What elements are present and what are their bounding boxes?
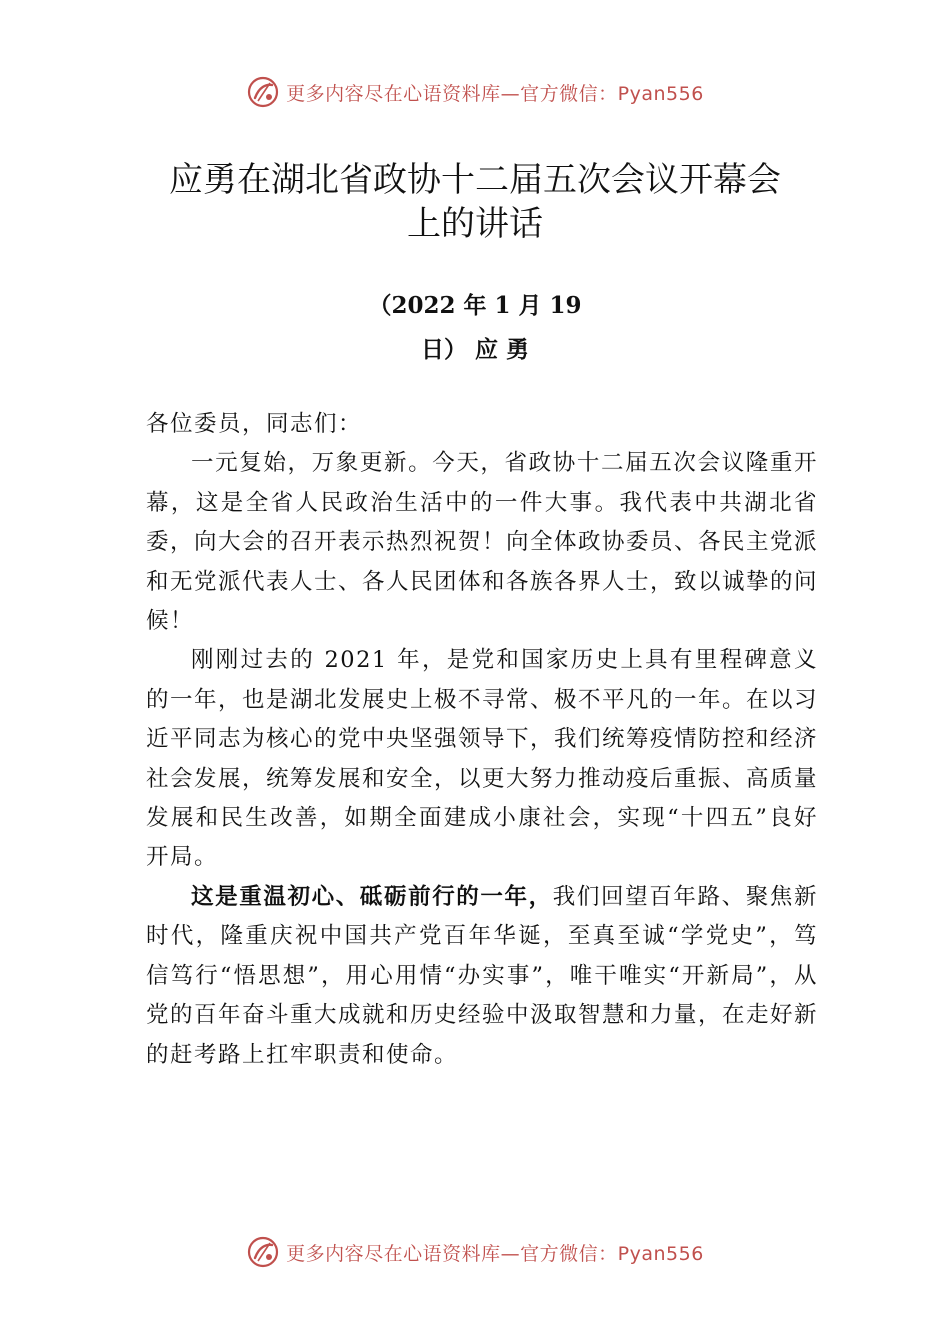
logo-seal-icon (246, 75, 280, 109)
salutation: 各位委员，同志们： (146, 411, 363, 437)
footer-watermark (0, 1232, 950, 1272)
paragraph: 一元复始，万象更新。今天，省政协十二届五次会议隆重开幕，这是全省人民政治生活中的一件大事。我代表中共湖北省委，向大会的召开表示热烈祝贺！向全体政协委员、各民主党派和无党派代表人士、各人民团体和各族各界人士，致以诚挚的问候！ (146, 450, 819, 635)
date-author-line (330, 284, 620, 372)
header-watermark (0, 72, 950, 112)
watermark-text: 更多内容尽在心语资料库—官方微信：Pyan556 (286, 82, 704, 105)
title-line-1: 应勇在湖北省政协十二届五次会议开幕会 (169, 160, 781, 200)
title-line-2: 上的讲话 (407, 204, 543, 244)
date-line-2: 日） 应 勇 (420, 336, 529, 363)
document-title (130, 158, 820, 246)
date-line-1: （2022 年 1 月 19 (368, 292, 582, 319)
paragraph: 刚刚过去的 2021 年，是党和国家历史上具有里程碑意义的一年，也是湖北发展史上极不寻常、极不平凡的一年。在以习近平同志为核心的党中央坚强领导下，我们统筹疫情防控和经济社会发展，统筹发展和安全，以更大努力推动疫后重振、高质量发展和民生改善，如期全面建成小康社会，实现“十四五”良好开局。 (146, 647, 819, 871)
paragraph-lead-bold: 这是重温初心、砥砺前行的一年， (191, 883, 553, 910)
speech-body (146, 405, 818, 1075)
paragraph (146, 878, 818, 1075)
paragraph-rest: 我们回望百年路、聚焦新时代，隆重庆祝中国共产党百年华诞，至真至诚“学党史”，笃信笃行“悟思想”，用心用情“办实事”，唯干唯实“开新局”，从党的百年奋斗重大成就和历史经验中汲取智慧和力量，在走好新的赶考路上扛牢职责和使命。 (146, 883, 819, 1068)
watermark-text: 更多内容尽在心语资料库—官方微信：Pyan556 (286, 1242, 704, 1265)
logo-seal-icon (246, 1235, 280, 1269)
